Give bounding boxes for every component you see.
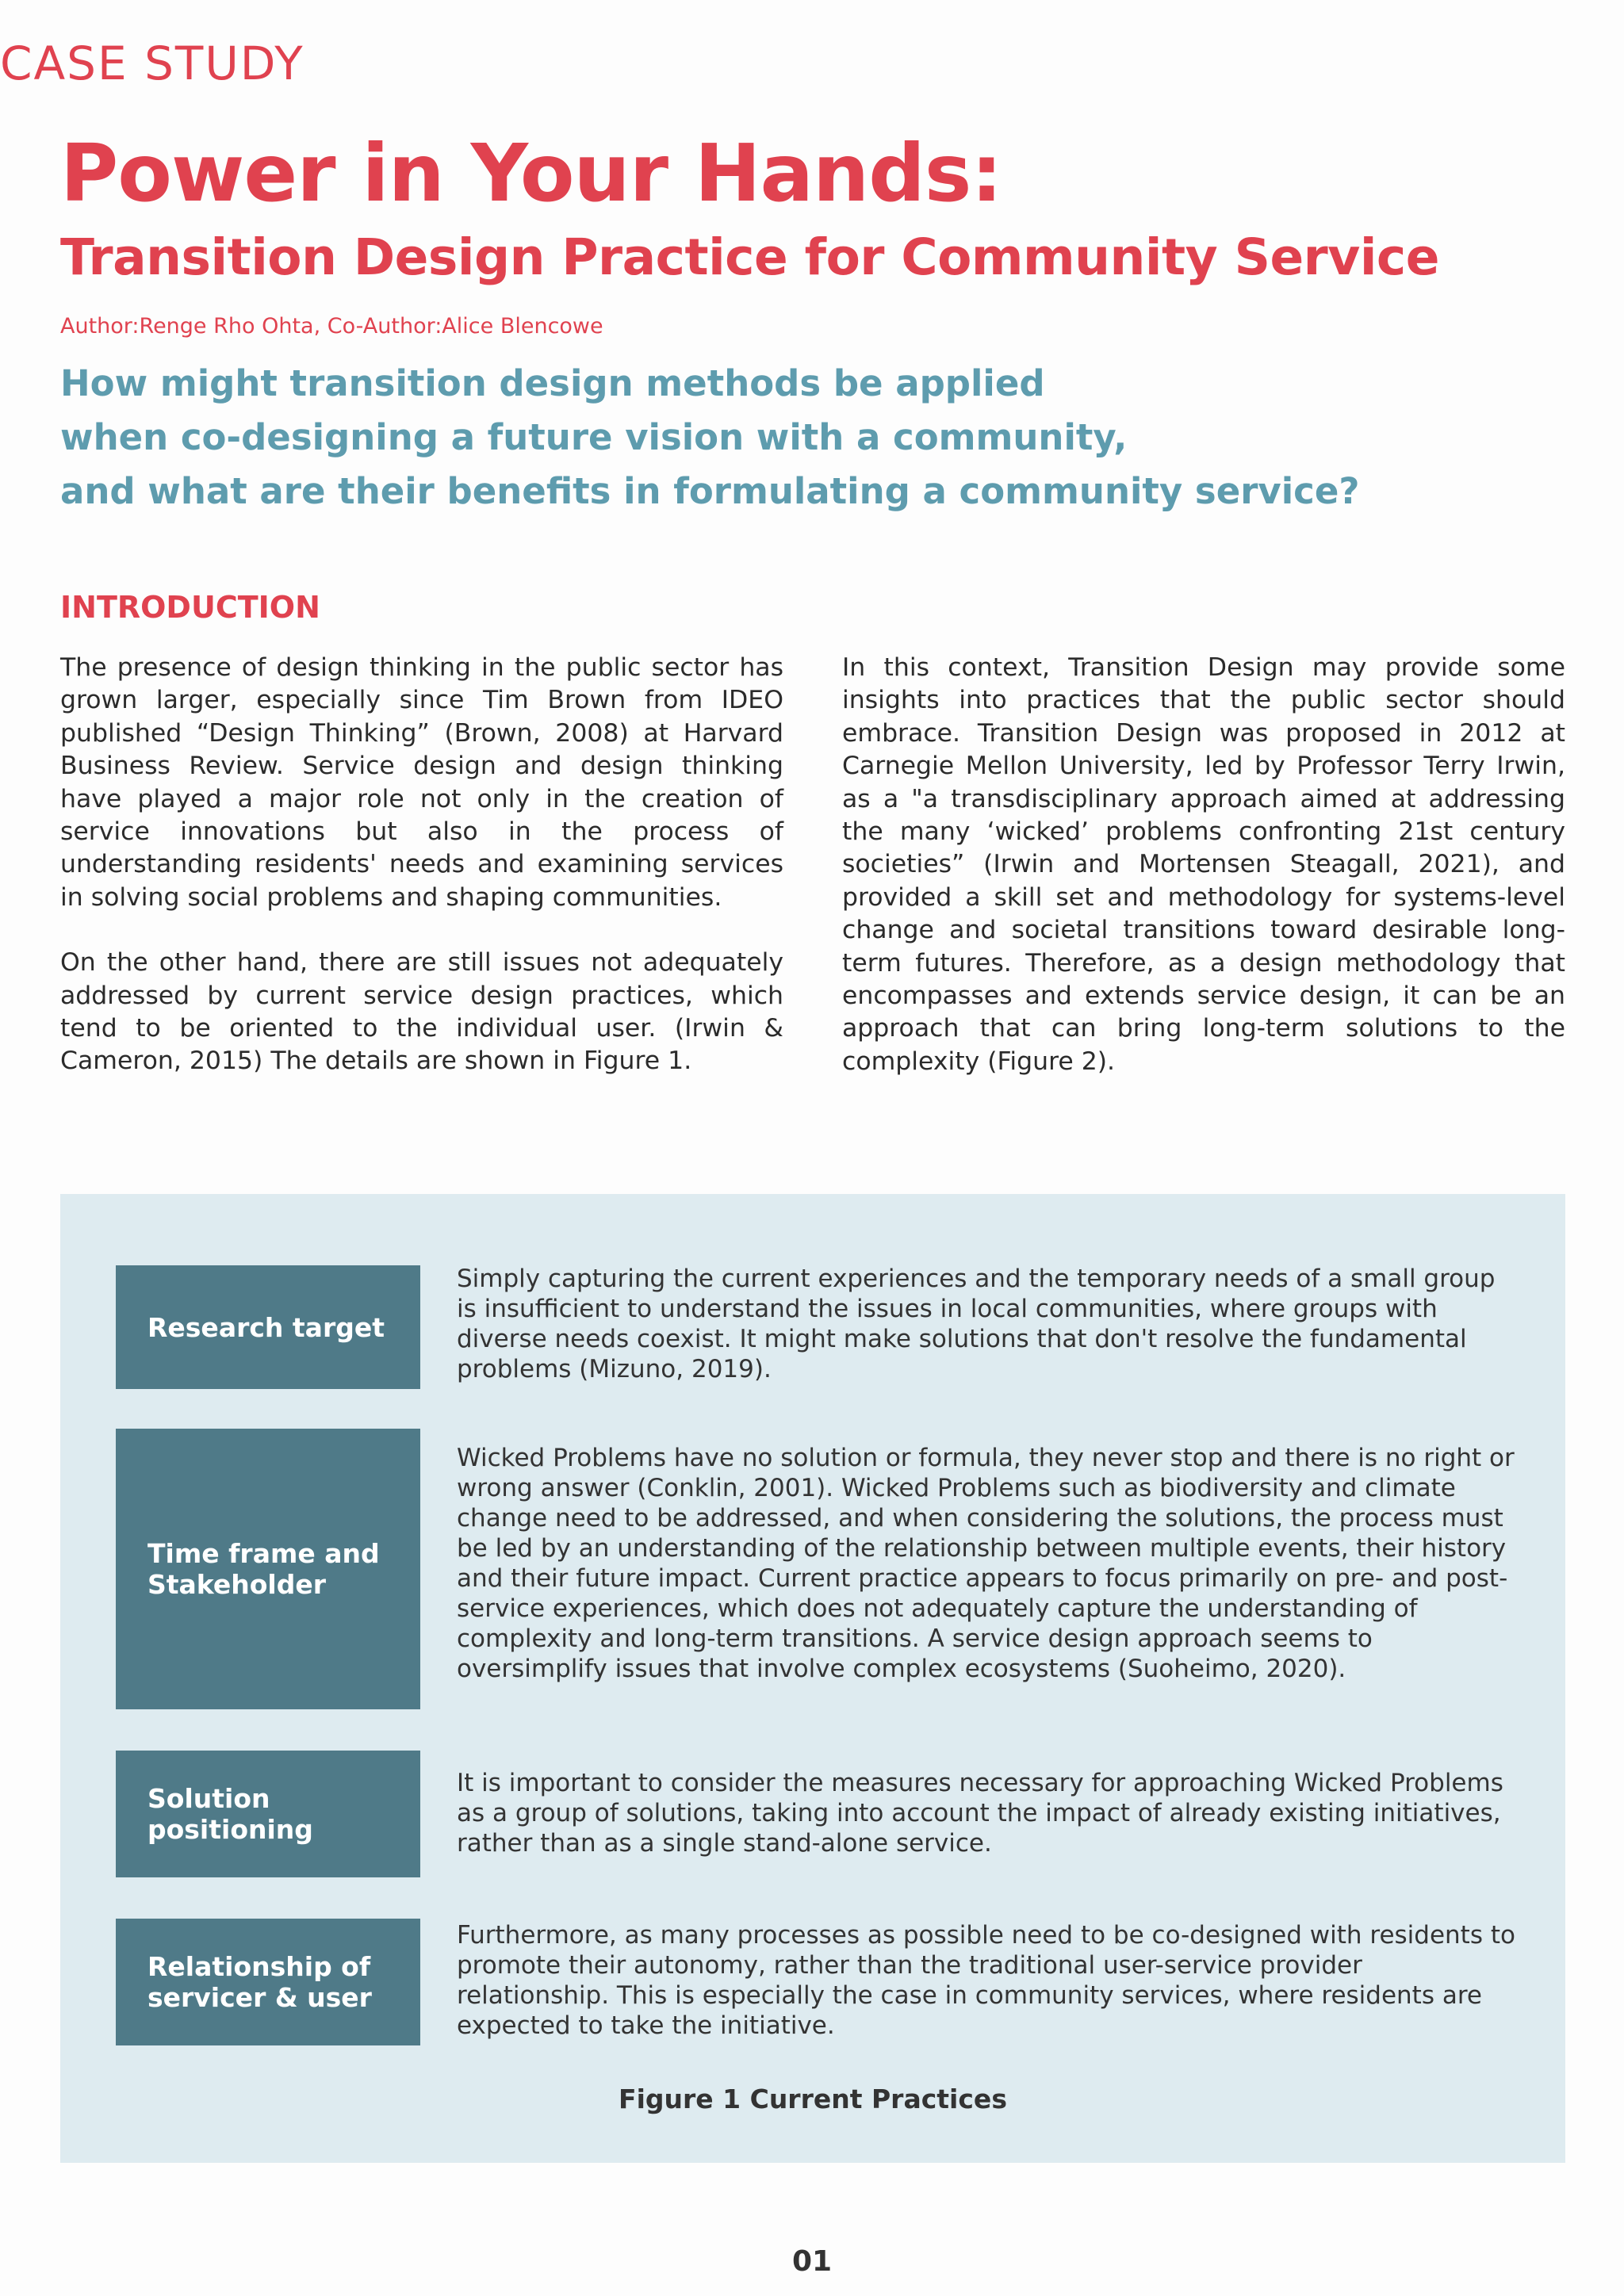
row-label: Solution positioning: [116, 1751, 420, 1877]
author-line: Author:Renge Rho Ohta, Co-Author:Alice Blencowe: [60, 314, 603, 339]
body-paragraph: In this context, Transition Design may provide some insights into practices that the public sector should embrace. Transition Design was proposed in 2012 at Carnegie Mellon University, led by Professor Terry Irwin, as a "a transdisciplinary approach aimed at addressing the many ‘wicked’ problems confronting 21st century societies” (Irwin and Mortensen Steagall, 2021), and provided a skill set and methodology for systems-level change and societal transitions toward desirable long-term futures. Therefore, as a design methodology that encompasses and extends service design, it can be an approach that can bring long-term solutions to the complexity (Figure 2).: [842, 653, 1565, 1076]
row-description: Furthermore, as many processes as possible need to be co-designed with residents to promote their autonomy, rather than the traditional user-service provider relationship. This is especially the case in community services, where residents are expected to take the initiative.: [457, 1921, 1515, 2040]
body-paragraph: The presence of design thinking in the public sector has grown larger, especially since Tim Brown from IDEO published “Design Thinking” (Brown, 2008) at Harvard Business Review. Service design and design thinking have played a major role not only in the creation of service innovations but also in the process of understanding residents' needs and examining services in solving social problems and shaping communities.: [60, 653, 783, 912]
page-number: 01: [791, 2245, 833, 2278]
figure-row-relationship: [116, 1919, 1527, 2045]
figure-caption: Figure 1 Current Practices: [619, 2084, 1007, 2114]
introduction-left-column: [60, 652, 783, 1111]
introduction-right-column: [842, 652, 1565, 1111]
figure-row-research-target: [116, 1265, 1527, 1389]
research-question: [60, 357, 1488, 519]
row-label: Relationship of servicer & user: [116, 1919, 420, 2045]
research-question-line: How might transition design methods be applied: [60, 362, 1045, 404]
research-question-line: when co-designing a future vision with a community,: [60, 416, 1128, 458]
body-paragraph: On the other hand, there are still issues not adequately addressed by current service design practices, which tend to be oriented to the individual user. (Irwin & Cameron, 2015) The details are shown in Figure 1.: [60, 948, 783, 1076]
research-question-line: and what are their benefits in formulating a community service?: [60, 470, 1360, 512]
page-subtitle: Transition Design Practice for Community Service: [60, 228, 1439, 286]
row-label: Time frame and Stakeholder: [116, 1429, 420, 1709]
row-description: Wicked Problems have no solution or formula, they never stop and there is no right or wrong answer (Conklin, 2001). Wicked Problems such as biodiversity and climate change need to be addressed, and when considering the solutions, the process must be led by an understanding of the relationship between multiple events, their history and their future impact. Current practice appears to focus primarily on pre- and post-service experiences, which does not adequately capture the understanding of complexity and long-term transitions. A service design approach seems to oversimplify issues that involve complex ecosystems (Suoheimo, 2020).: [457, 1444, 1515, 1683]
figure-row-solution-positioning: [116, 1751, 1527, 1877]
section-label: CASE STUDY: [0, 36, 304, 90]
introduction-heading: INTRODUCTION: [60, 590, 320, 625]
figure-row-time-frame-stakeholder: [116, 1429, 1527, 1709]
row-description: Simply capturing the current experiences and the temporary needs of a small group is insufficient to understand the issues in local communities, where groups with diverse needs coexist. It might make solutions that don't resolve the fundamental problems (Mizuno, 2019).: [457, 1265, 1496, 1383]
figure-current-practices: [60, 1194, 1565, 2163]
row-description: It is important to consider the measures necessary for approaching Wicked Problems as a group of solutions, taking into account the impact of already existing initiatives, rather than as a single stand-alone service.: [457, 1769, 1503, 1858]
row-label: Research target: [116, 1265, 420, 1389]
page-title: Power in Your Hands:: [60, 127, 1002, 220]
